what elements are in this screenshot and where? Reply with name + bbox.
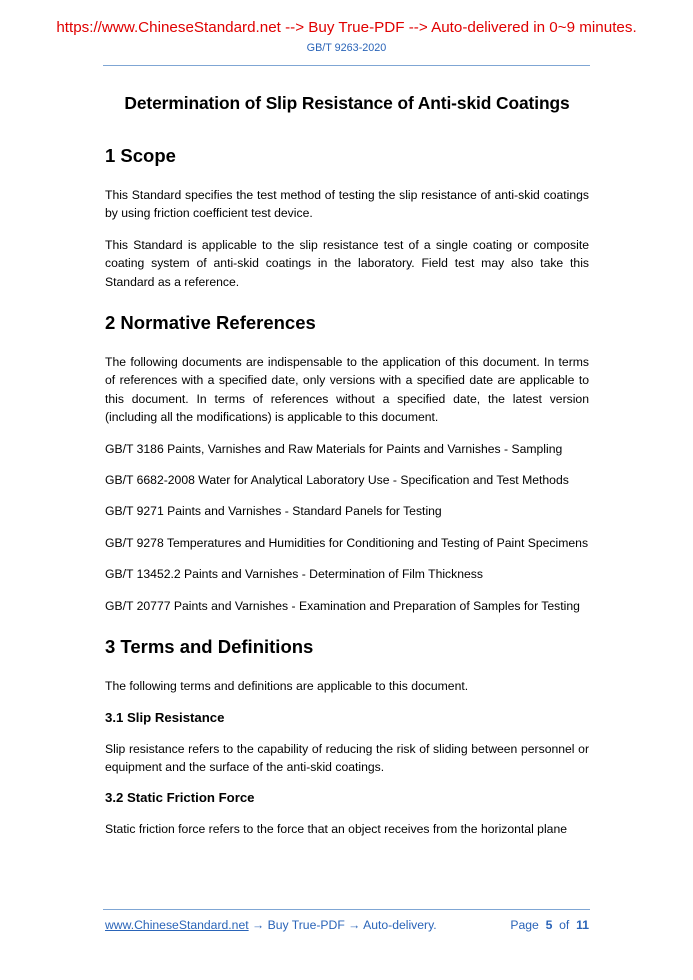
page-label: Page — [510, 918, 539, 932]
document-title: Determination of Slip Resistance of Anti-skid Coatings — [124, 93, 570, 113]
term-heading-static-friction: 3.2 Static Friction Force — [105, 790, 255, 806]
header-divider — [103, 65, 590, 66]
promo-banner[interactable]: https://www.ChineseStandard.net --> Buy True-PDF --> Auto-delivered in 0~9 minutes. — [56, 19, 637, 36]
term-definition: Static friction force refers to the force that an object receives from the horizontal plane — [105, 822, 568, 837]
references-intro: The following documents are indispensable to the application of this document. In terms of references with a specified date, only versions with a specified date are applicable to this document. In terms of references without a specified date, the latest version (including all the modifications) is applicable to this document. — [105, 355, 589, 425]
section-heading-terms: 3 Terms and Definitions — [105, 636, 314, 658]
document-body — [105, 93, 589, 852]
reference-item: GB/T 9271 Paints and Varnishes - Standard Panels for Testing — [105, 504, 442, 519]
page-indicator — [510, 918, 589, 932]
reference-item: GB/T 9278 Temperatures and Humidities for Conditioning and Testing of Paint Specimens — [105, 535, 589, 550]
footer-link[interactable]: www.ChineseStandard.net — [105, 918, 249, 932]
scope-paragraph: This Standard is applicable to the slip resistance test of a single coating or composite coating system of anti-skid coatings in the laboratory. Field test may also take this Standard as a reference. — [105, 237, 589, 289]
reference-item: GB/T 20777 Paints and Varnishes - Examination and Preparation of Samples for Testing — [105, 598, 580, 613]
reference-item: GB/T 6682-2008 Water for Analytical Laboratory Use - Specification and Test Methods — [105, 473, 569, 488]
scope-paragraph: This Standard specifies the test method of testing the slip resistance of anti-skid coatings by using friction coefficient test device. — [105, 188, 589, 221]
footer-promo — [105, 918, 437, 932]
reference-item: GB/T 3186 Paints, Varnishes and Raw Materials for Paints and Varnishes - Sampling — [105, 441, 563, 456]
term-definition: Slip resistance refers to the capability of reducing the risk of sliding between personnel or equipment and the surface of the anti-skid coatings. — [105, 741, 589, 774]
section-heading-scope: 1 Scope — [105, 145, 176, 166]
page-current: 5 — [545, 918, 553, 932]
section-scope — [105, 144, 589, 291]
page-of-label: of — [559, 918, 570, 932]
footer-divider — [103, 909, 590, 910]
footer-promo-text: → Buy True-PDF → Auto-delivery. — [248, 918, 437, 932]
section-terms-definitions — [105, 635, 589, 839]
section-heading-references: 2 Normative References — [105, 312, 316, 334]
term-heading-slip-resistance: 3.1 Slip Resistance — [105, 709, 225, 725]
section-normative-references — [105, 311, 589, 615]
document-code: GB/T 9263-2020 — [306, 42, 387, 54]
terms-intro: The following terms and definitions are applicable to this document. — [105, 679, 469, 694]
reference-item: GB/T 13452.2 Paints and Varnishes - Determination of Film Thickness — [105, 567, 483, 582]
page-total: 11 — [576, 918, 589, 932]
